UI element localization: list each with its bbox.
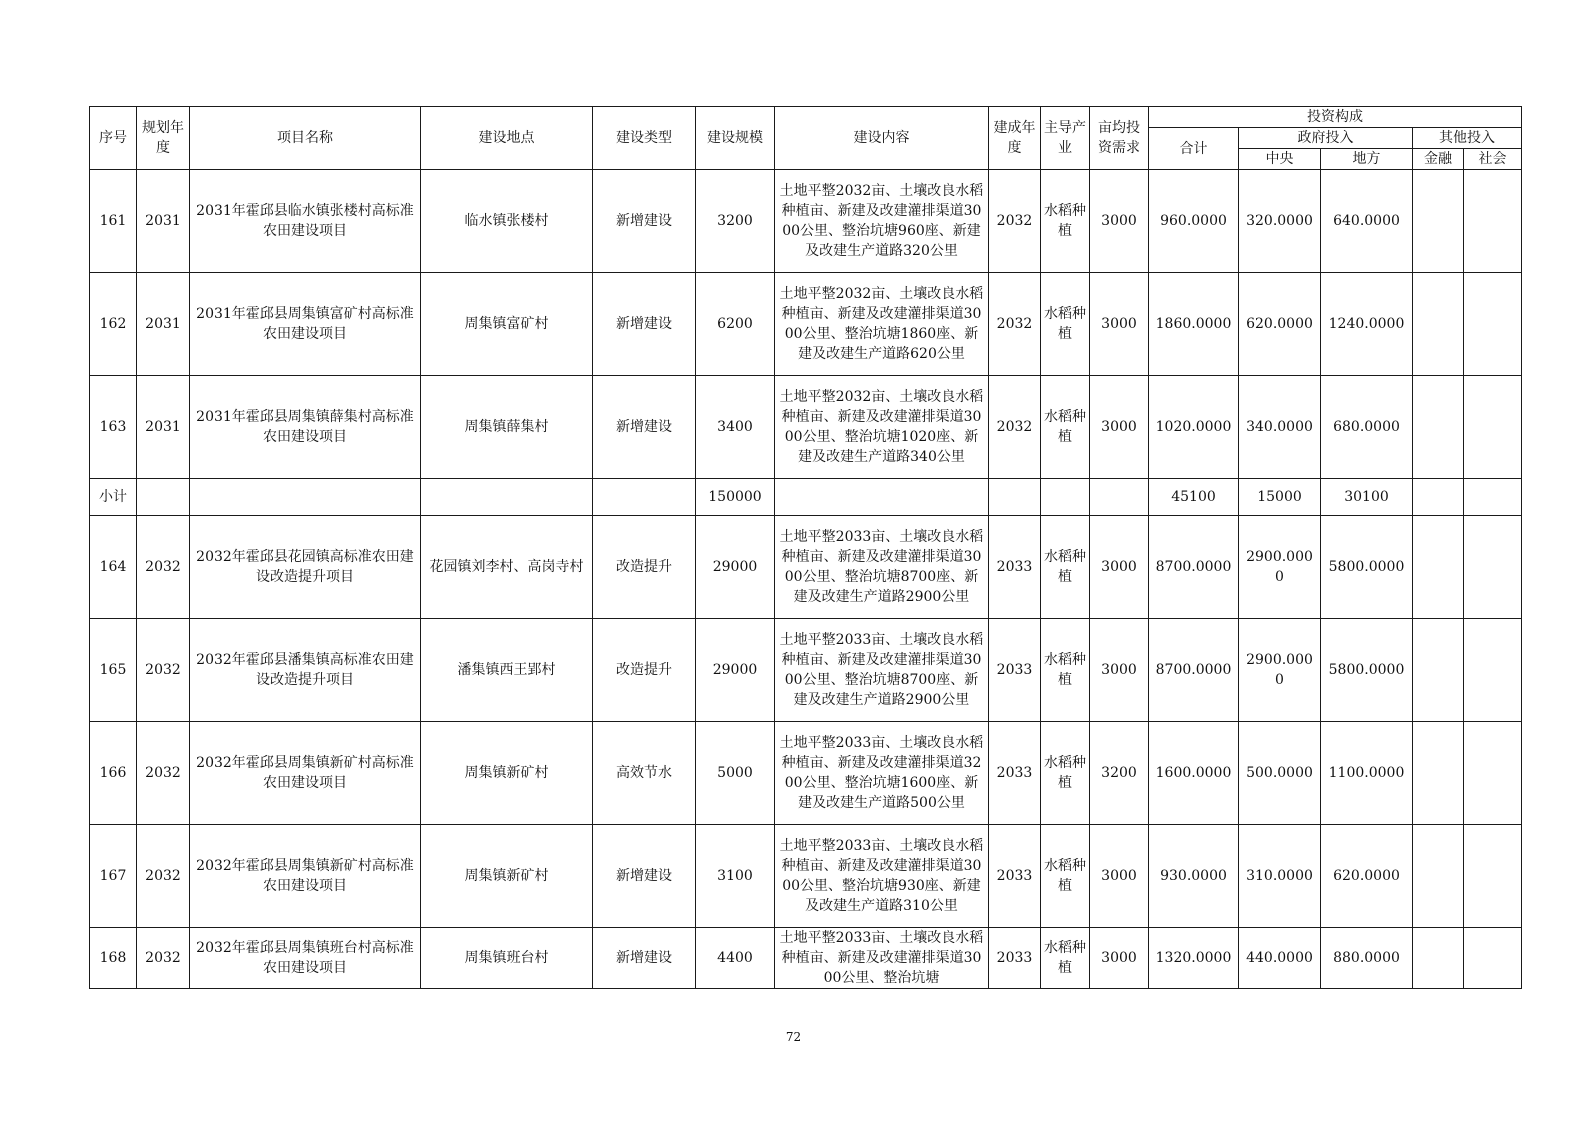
subtotal-scale: 150000	[696, 479, 775, 516]
page-number: 72	[785, 1030, 802, 1044]
cell-industry: 水稻种植	[1041, 722, 1090, 825]
cell-location: 周集镇富矿村	[421, 273, 593, 376]
cell-complete-year: 2033	[989, 825, 1041, 928]
cell-content: 土地平整2033亩、土壤改良水稻种植亩、新建及改建灌排渠道3200公里、整治坑塘1600座、新建及改建生产道路500公里	[775, 722, 989, 825]
cell-year: 2032	[137, 722, 190, 825]
cell-content: 土地平整2033亩、土壤改良水稻种植亩、新建及改建灌排渠道3000公里、整治坑塘	[775, 928, 989, 989]
header-complete-year: 建成年度	[989, 107, 1041, 170]
cell-social	[1464, 516, 1522, 619]
cell-year: 2031	[137, 273, 190, 376]
cell-location: 临水镇张楼村	[421, 170, 593, 273]
cell-industry: 水稻种植	[1041, 273, 1090, 376]
investment-table	[89, 106, 1522, 989]
cell-finance	[1413, 516, 1464, 619]
cell-project-name: 2031年霍邱县临水镇张楼村高标准农田建设项目	[190, 170, 421, 273]
cell-location: 周集镇新矿村	[421, 825, 593, 928]
cell-industry: 水稻种植	[1041, 376, 1090, 479]
cell-scale: 29000	[696, 516, 775, 619]
cell-central: 500.0000	[1239, 722, 1321, 825]
cell-local: 680.0000	[1321, 376, 1413, 479]
cell-industry: 水稻种植	[1041, 928, 1090, 989]
cell-social	[1464, 273, 1522, 376]
table-row	[90, 928, 1522, 989]
cell-project-name: 2032年霍邱县周集镇班台村高标准农田建设项目	[190, 928, 421, 989]
header-central: 中央	[1239, 149, 1321, 170]
cell-complete-year: 2033	[989, 516, 1041, 619]
cell-central: 340.0000	[1239, 376, 1321, 479]
table-row	[90, 619, 1522, 722]
header-investment: 投资构成	[1149, 107, 1522, 128]
cell-per-mu: 3000	[1090, 619, 1149, 722]
cell-total: 8700.0000	[1149, 619, 1239, 722]
cell-finance	[1413, 273, 1464, 376]
cell-seq: 161	[90, 170, 137, 273]
cell-local: 5800.0000	[1321, 619, 1413, 722]
cell-local: 1100.0000	[1321, 722, 1413, 825]
cell-social	[1464, 619, 1522, 722]
cell-social	[1464, 825, 1522, 928]
cell-social	[1464, 170, 1522, 273]
cell-central: 620.0000	[1239, 273, 1321, 376]
cell-per-mu: 3000	[1090, 928, 1149, 989]
cell-type: 新增建设	[593, 273, 696, 376]
cell-finance	[1413, 619, 1464, 722]
cell-per-mu: 3000	[1090, 273, 1149, 376]
cell-content: 土地平整2032亩、土壤改良水稻种植亩、新建及改建灌排渠道3000公里、整治坑塘1020座、新建及改建生产道路340公里	[775, 376, 989, 479]
cell-scale: 29000	[696, 619, 775, 722]
table-row	[90, 273, 1522, 376]
subtotal-local: 30100	[1321, 479, 1413, 516]
cell-project-name: 2032年霍邱县周集镇新矿村高标准农田建设项目	[190, 722, 421, 825]
table-row	[90, 516, 1522, 619]
cell-seq: 166	[90, 722, 137, 825]
cell-finance	[1413, 170, 1464, 273]
header-government: 政府投入	[1239, 128, 1413, 149]
cell-location: 潘集镇西王郢村	[421, 619, 593, 722]
cell-scale: 6200	[696, 273, 775, 376]
cell-project-name: 2031年霍邱县周集镇薛集村高标准农田建设项目	[190, 376, 421, 479]
header-plan-year: 规划年度	[137, 107, 190, 170]
cell-total: 1860.0000	[1149, 273, 1239, 376]
cell-complete-year: 2033	[989, 928, 1041, 989]
cell-complete-year: 2033	[989, 619, 1041, 722]
cell-total: 930.0000	[1149, 825, 1239, 928]
cell-year: 2032	[137, 825, 190, 928]
cell-year: 2031	[137, 170, 190, 273]
cell-scale: 4400	[696, 928, 775, 989]
cell-total: 960.0000	[1149, 170, 1239, 273]
table-row	[90, 722, 1522, 825]
cell-content: 土地平整2033亩、土壤改良水稻种植亩、新建及改建灌排渠道3000公里、整治坑塘8700座、新建及改建生产道路2900公里	[775, 619, 989, 722]
header-scale: 建设规模	[696, 107, 775, 170]
subtotal-label: 小计	[90, 479, 137, 516]
header-per-mu: 亩均投资需求	[1090, 107, 1149, 170]
cell-finance	[1413, 376, 1464, 479]
cell-project-name: 2032年霍邱县潘集镇高标准农田建设改造提升项目	[190, 619, 421, 722]
cell-seq: 164	[90, 516, 137, 619]
cell-type: 改造提升	[593, 516, 696, 619]
cell-social	[1464, 722, 1522, 825]
cell-location: 花园镇刘李村、高岗寺村	[421, 516, 593, 619]
cell-central: 320.0000	[1239, 170, 1321, 273]
cell-complete-year: 2032	[989, 170, 1041, 273]
cell-local: 620.0000	[1321, 825, 1413, 928]
cell-total: 1020.0000	[1149, 376, 1239, 479]
header-project-name: 项目名称	[190, 107, 421, 170]
cell-local: 880.0000	[1321, 928, 1413, 989]
cell-per-mu: 3000	[1090, 825, 1149, 928]
cell-per-mu: 3000	[1090, 516, 1149, 619]
subtotal-central: 15000	[1239, 479, 1321, 516]
header-finance: 金融	[1413, 149, 1464, 170]
header-local: 地方	[1321, 149, 1413, 170]
cell-central: 310.0000	[1239, 825, 1321, 928]
table-row	[90, 170, 1522, 273]
subtotal-row	[90, 479, 1522, 516]
cell-project-name: 2032年霍邱县花园镇高标准农田建设改造提升项目	[190, 516, 421, 619]
cell-finance	[1413, 928, 1464, 989]
cell-central: 2900.0000	[1239, 619, 1321, 722]
cell-local: 1240.0000	[1321, 273, 1413, 376]
cell-industry: 水稻种植	[1041, 516, 1090, 619]
cell-central: 440.0000	[1239, 928, 1321, 989]
cell-content: 土地平整2032亩、土壤改良水稻种植亩、新建及改建灌排渠道3000公里、整治坑塘960座、新建及改建生产道路320公里	[775, 170, 989, 273]
cell-finance	[1413, 825, 1464, 928]
table-row	[90, 825, 1522, 928]
header-seq: 序号	[90, 107, 137, 170]
cell-type: 改造提升	[593, 619, 696, 722]
cell-type: 新增建设	[593, 170, 696, 273]
cell-location: 周集镇薛集村	[421, 376, 593, 479]
cell-industry: 水稻种植	[1041, 825, 1090, 928]
cell-local: 5800.0000	[1321, 516, 1413, 619]
subtotal-total: 45100	[1149, 479, 1239, 516]
cell-total: 8700.0000	[1149, 516, 1239, 619]
cell-scale: 5000	[696, 722, 775, 825]
cell-scale: 3400	[696, 376, 775, 479]
cell-year: 2031	[137, 376, 190, 479]
cell-seq: 163	[90, 376, 137, 479]
cell-central: 2900.0000	[1239, 516, 1321, 619]
cell-seq: 162	[90, 273, 137, 376]
cell-scale: 3100	[696, 825, 775, 928]
cell-per-mu: 3000	[1090, 376, 1149, 479]
cell-location: 周集镇新矿村	[421, 722, 593, 825]
header-location: 建设地点	[421, 107, 593, 170]
header-content: 建设内容	[775, 107, 989, 170]
cell-industry: 水稻种植	[1041, 619, 1090, 722]
header-industry: 主导产业	[1041, 107, 1090, 170]
header-social: 社会	[1464, 149, 1522, 170]
cell-seq: 167	[90, 825, 137, 928]
cell-finance	[1413, 722, 1464, 825]
header-type: 建设类型	[593, 107, 696, 170]
cell-total: 1600.0000	[1149, 722, 1239, 825]
cell-year: 2032	[137, 928, 190, 989]
cell-social	[1464, 376, 1522, 479]
cell-type: 新增建设	[593, 825, 696, 928]
cell-per-mu: 3000	[1090, 170, 1149, 273]
cell-scale: 3200	[696, 170, 775, 273]
header-other: 其他投入	[1413, 128, 1522, 149]
cell-complete-year: 2032	[989, 376, 1041, 479]
cell-project-name: 2031年霍邱县周集镇富矿村高标准农田建设项目	[190, 273, 421, 376]
cell-seq: 168	[90, 928, 137, 989]
cell-type: 高效节水	[593, 722, 696, 825]
table-row	[90, 376, 1522, 479]
cell-seq: 165	[90, 619, 137, 722]
cell-total: 1320.0000	[1149, 928, 1239, 989]
cell-year: 2032	[137, 516, 190, 619]
cell-complete-year: 2032	[989, 273, 1041, 376]
cell-content: 土地平整2033亩、土壤改良水稻种植亩、新建及改建灌排渠道3000公里、整治坑塘930座、新建及改建生产道路310公里	[775, 825, 989, 928]
cell-type: 新增建设	[593, 928, 696, 989]
cell-type: 新增建设	[593, 376, 696, 479]
cell-social	[1464, 928, 1522, 989]
cell-complete-year: 2033	[989, 722, 1041, 825]
cell-project-name: 2032年霍邱县周集镇新矿村高标准农田建设项目	[190, 825, 421, 928]
cell-year: 2032	[137, 619, 190, 722]
cell-content: 土地平整2033亩、土壤改良水稻种植亩、新建及改建灌排渠道3000公里、整治坑塘8700座、新建及改建生产道路2900公里	[775, 516, 989, 619]
cell-location: 周集镇班台村	[421, 928, 593, 989]
cell-content: 土地平整2032亩、土壤改良水稻种植亩、新建及改建灌排渠道3000公里、整治坑塘1860座、新建及改建生产道路620公里	[775, 273, 989, 376]
cell-industry: 水稻种植	[1041, 170, 1090, 273]
cell-per-mu: 3200	[1090, 722, 1149, 825]
cell-local: 640.0000	[1321, 170, 1413, 273]
header-total: 合计	[1149, 128, 1239, 170]
